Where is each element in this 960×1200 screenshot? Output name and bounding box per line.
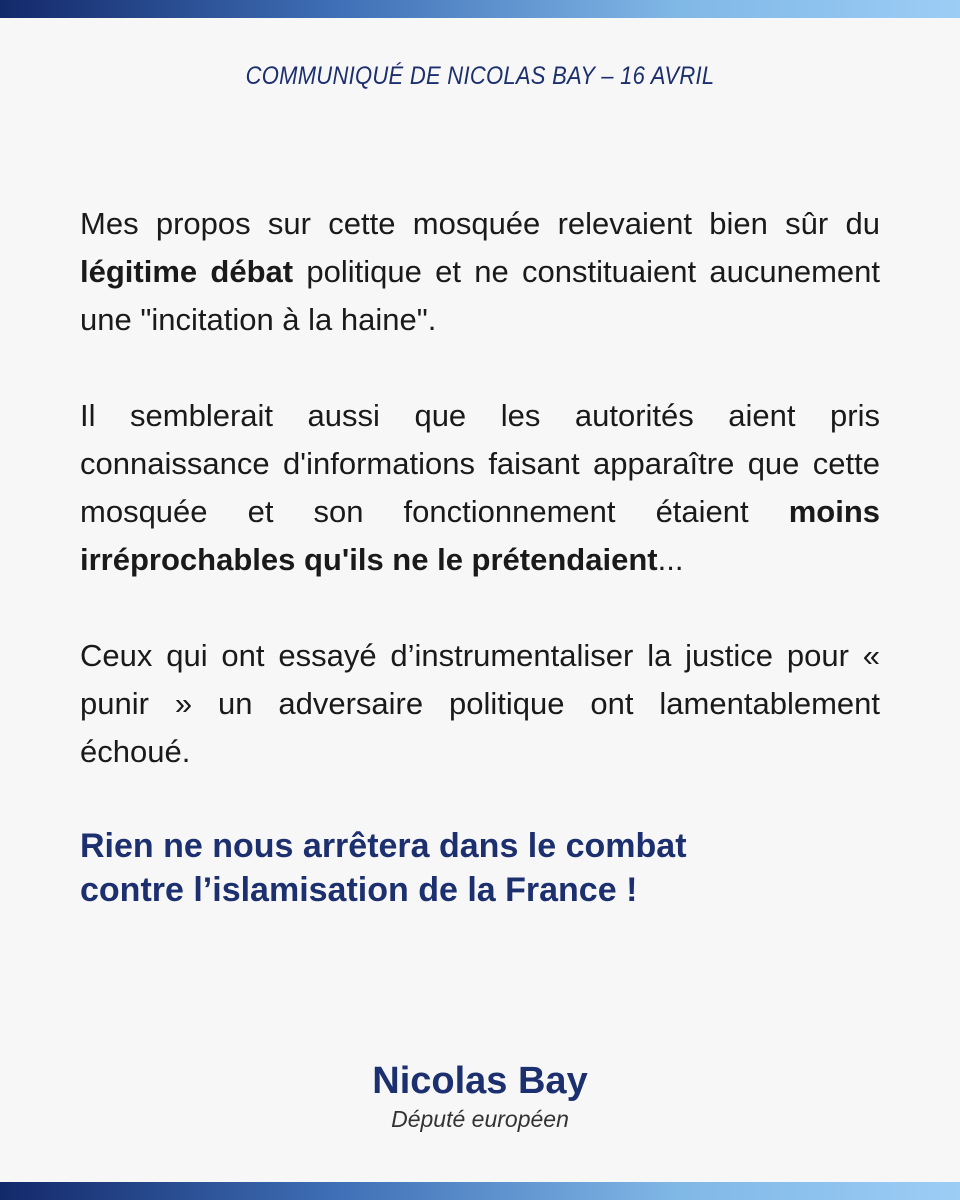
paragraph-2 bbox=[80, 392, 880, 584]
paragraph-1-text-b: politique et ne constituaient aucunement une "incitation à la haine". bbox=[80, 254, 880, 337]
paragraph-2-bold: moins irréprochables qu'ils ne le prétendaient bbox=[80, 494, 880, 577]
paragraph-1-text-a: Mes propos sur cette mosquée relevaient bien sûr du bbox=[80, 206, 880, 241]
closing-line-1: Rien ne nous arrêtera dans le combat bbox=[80, 827, 687, 865]
paragraph-2-text-a: Il semblerait aussi que les autorités aient pris connaissance d'informations faisant apparaître que cette mosquée et son fonctionnement étaient bbox=[80, 398, 880, 529]
communique-body bbox=[80, 200, 880, 912]
paragraph-3: Ceux qui ont essayé d’instrumentaliser la justice pour « punir » un adversaire politique ont lamentablement échoué. bbox=[80, 638, 880, 769]
paragraph-1 bbox=[80, 200, 880, 344]
paragraph-2-text-b: ... bbox=[657, 542, 684, 577]
closing-line-2: contre l’islamisation de la France ! bbox=[80, 871, 638, 909]
bottom-gradient-bar bbox=[0, 1182, 960, 1200]
signature-block bbox=[0, 1058, 960, 1134]
top-gradient-bar bbox=[0, 0, 960, 18]
signature-name: Nicolas Bay bbox=[372, 1060, 588, 1102]
signature-role: Député européen bbox=[391, 1106, 569, 1132]
paragraph-1-bold: légitime débat bbox=[80, 254, 294, 289]
communique-header: COMMUNIQUÉ DE NICOLAS BAY – 16 AVRIL bbox=[245, 62, 715, 90]
closing-statement bbox=[80, 824, 880, 912]
